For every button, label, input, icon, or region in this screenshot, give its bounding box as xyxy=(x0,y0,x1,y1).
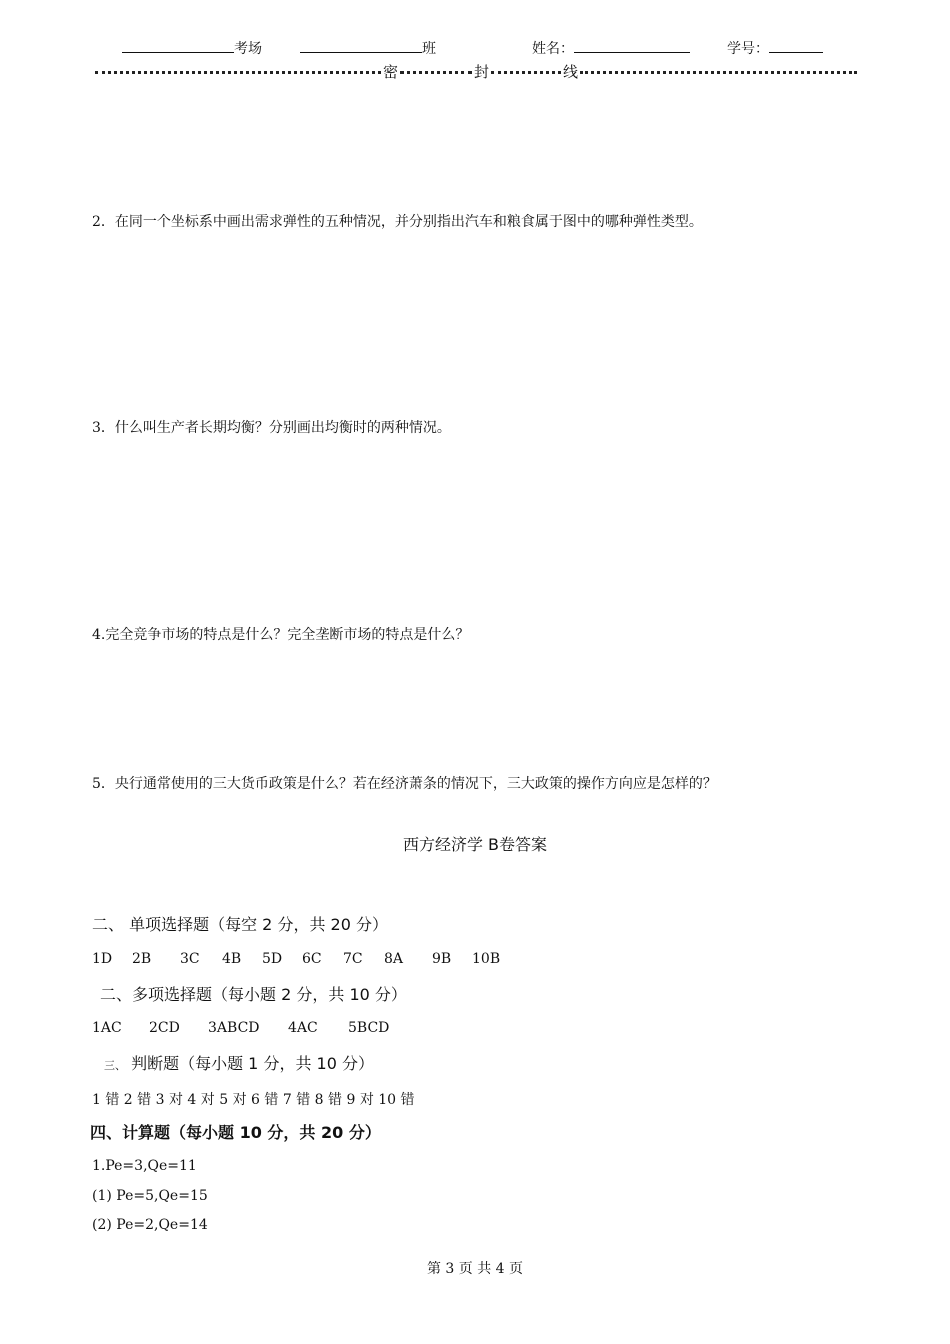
answer-item: 1AC xyxy=(92,1020,122,1036)
exam-room-blank xyxy=(122,38,234,53)
answer-key-title: 西方经济学 B卷答案 xyxy=(402,835,548,854)
name-blank xyxy=(574,38,690,53)
calculation-heading: 四、计算题（每小题 10 分，共 20 分） xyxy=(90,1123,381,1142)
seal-line xyxy=(95,60,857,82)
calculation-line: 1.Pe=3,Qe=11 xyxy=(92,1158,197,1174)
seal-dots-3 xyxy=(491,71,561,74)
single-choice-heading: 二、 单项选择题（每空 2 分，共 20 分） xyxy=(92,915,388,934)
answer-item: 3ABCD xyxy=(208,1020,260,1036)
seal-dots-2 xyxy=(400,71,472,74)
answer-item: 9B xyxy=(432,951,452,967)
calculation-line: (1) Pe=5,Qe=15 xyxy=(92,1188,208,1204)
answer-item: 7C xyxy=(343,951,363,967)
answer-item: 2CD xyxy=(149,1020,180,1036)
answer-item: 8A xyxy=(384,951,404,967)
seal-dots-1 xyxy=(95,71,381,74)
seal-char-mi: 密 xyxy=(383,62,399,81)
question-2: 2．在同一个坐标系中画出需求弹性的五种情况，并分别指出汽车和粮食属于图中的哪种弹性类型。 xyxy=(92,214,703,230)
answer-item: 5BCD xyxy=(348,1020,390,1036)
answer-item: 4AC xyxy=(288,1020,318,1036)
question-5: 5．央行通常使用的三大货币政策是什么？若在经济萧条的情况下，三大政策的操作方向应是怎样的？ xyxy=(92,776,717,792)
page-footer: 第 3 页 共 4 页 xyxy=(426,1261,524,1277)
answer-item: 4B xyxy=(222,951,242,967)
class-label: 班 xyxy=(422,41,436,57)
multi-choice-heading: 二、多项选择题（每小题 2 分，共 10 分） xyxy=(100,985,407,1004)
true-false-title: 判断题（每小题 1 分，共 10 分） xyxy=(131,1054,374,1073)
name-field xyxy=(532,38,690,58)
answer-item: 6C xyxy=(302,951,322,967)
true-false-answers: 1 错 2 错 3 对 4 对 5 对 6 错 7 错 8 错 9 对 10 错 xyxy=(92,1092,415,1108)
true-false-heading xyxy=(104,1051,374,1074)
seal-char-xian: 线 xyxy=(563,62,579,81)
class-field xyxy=(300,38,436,58)
answer-item: 10B xyxy=(472,951,501,967)
answer-item: 2B xyxy=(132,951,152,967)
answer-item: 1D xyxy=(92,951,113,967)
class-blank xyxy=(300,38,422,53)
answer-item: 5D xyxy=(262,951,283,967)
seal-dots-4 xyxy=(580,71,857,74)
student-id-field xyxy=(727,38,823,58)
question-4: 4.完全竞争市场的特点是什么？完全垄断市场的特点是什么？ xyxy=(92,627,470,643)
name-label: 姓名： xyxy=(532,41,574,57)
exam-room-label: 考场 xyxy=(234,41,262,57)
true-false-number: 三、 xyxy=(104,1059,126,1072)
exam-room-field xyxy=(122,38,262,58)
student-id-blank xyxy=(769,38,823,53)
seal-char-feng: 封 xyxy=(474,62,490,81)
calculation-line: (2) Pe=2,Qe=14 xyxy=(92,1217,208,1233)
answer-item: 3C xyxy=(180,951,200,967)
question-3: 3．什么叫生产者长期均衡？分别画出均衡时的两种情况。 xyxy=(92,420,451,436)
student-id-label: 学号： xyxy=(727,41,769,57)
